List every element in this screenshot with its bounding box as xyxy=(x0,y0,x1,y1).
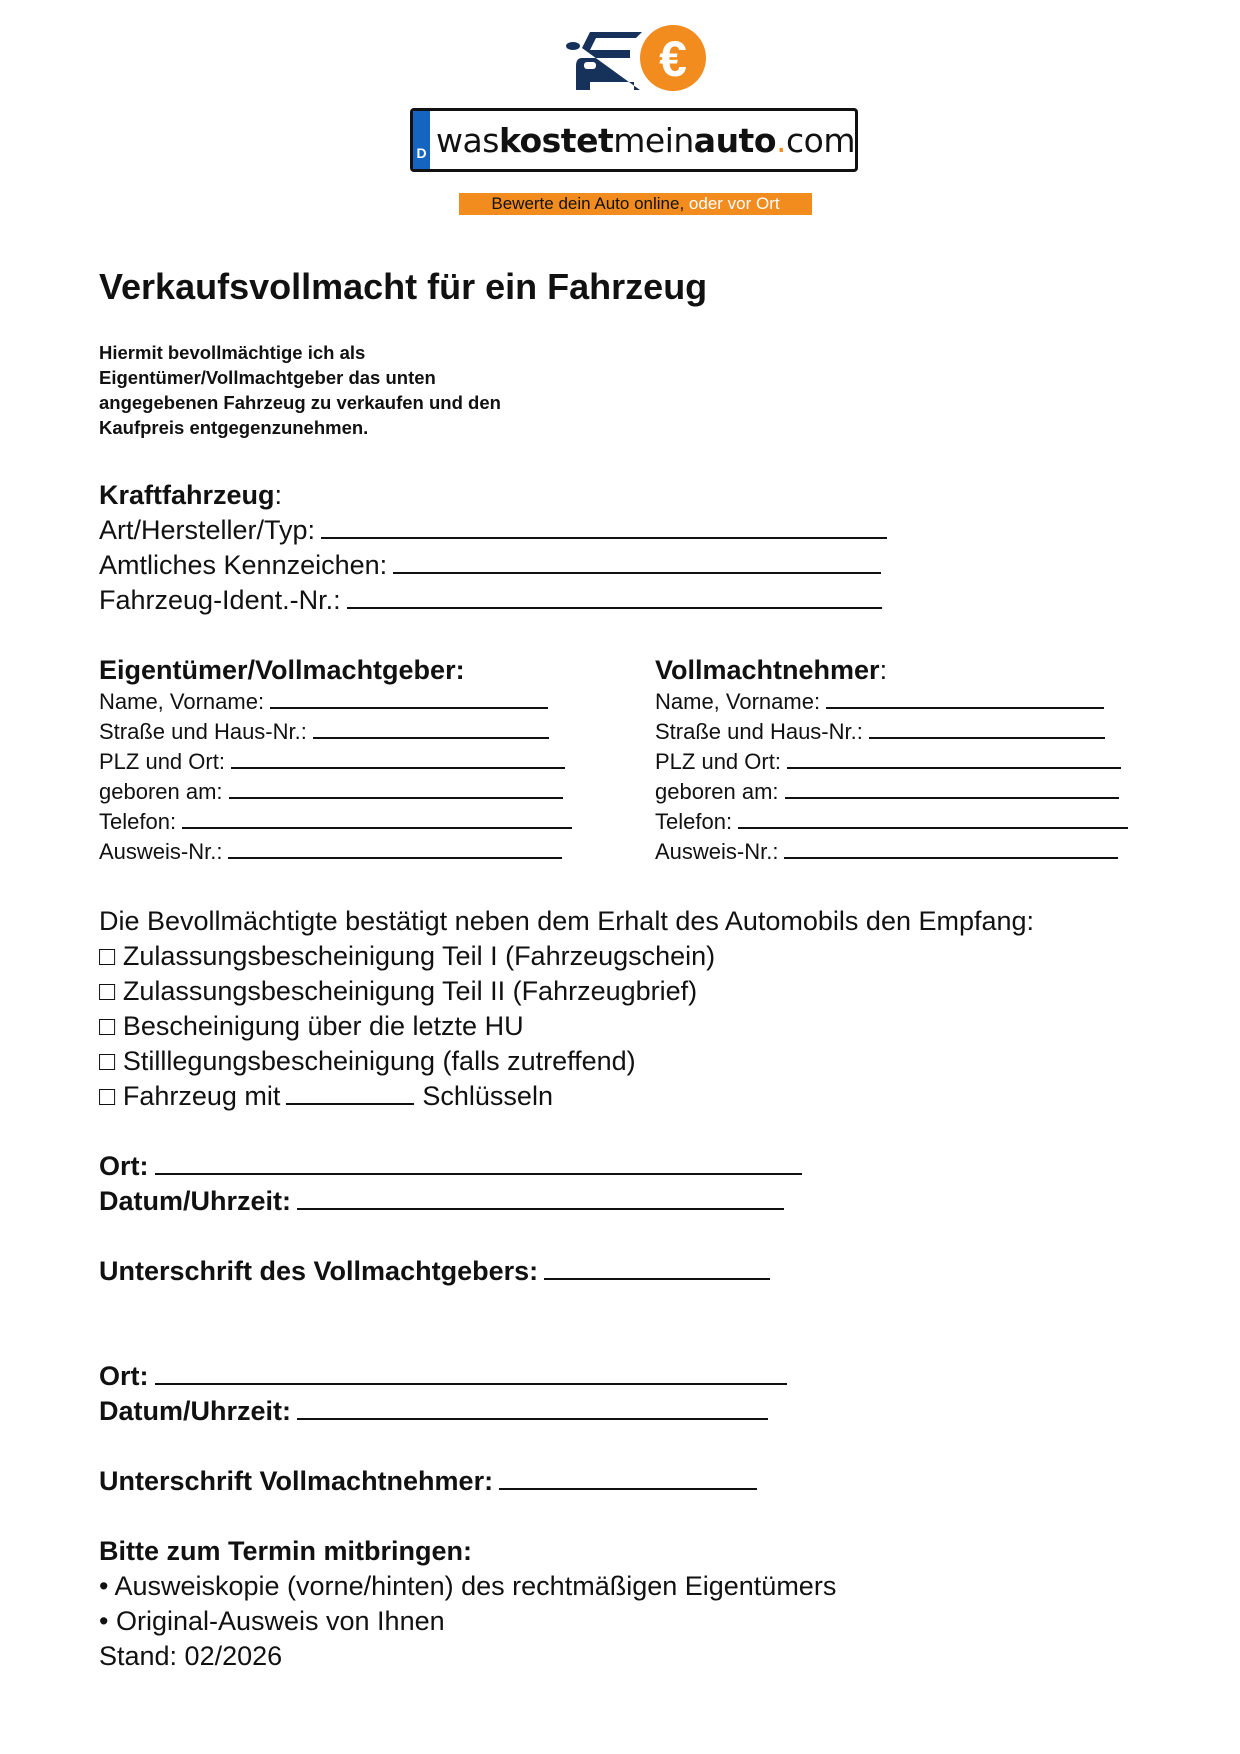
sign1-signature-field[interactable]: Unterschrift des Vollmachtgebers: xyxy=(99,1256,770,1287)
owner-phone-field[interactable]: Telefon: xyxy=(99,809,572,835)
checkbox-icon[interactable]: □ xyxy=(99,1011,116,1041)
svg-text:€: € xyxy=(659,31,687,87)
brand-name: waskostetmeinauto.com xyxy=(436,120,855,160)
plate-country: D xyxy=(413,111,430,169)
tagline: Bewerte dein Auto online, oder vor Ort xyxy=(459,193,812,215)
checkbox-item[interactable]: □ Zulassungsbescheinigung Teil II (Fahrzeugbrief) xyxy=(99,976,698,1006)
sign2-signature-field[interactable]: Unterschrift Vollmachtnehmer: xyxy=(99,1466,757,1497)
checkbox-icon[interactable]: □ xyxy=(99,976,116,1006)
agent-street-field[interactable]: Straße und Haus-Nr.: xyxy=(655,719,1105,745)
sign1-place-field[interactable]: Ort: xyxy=(99,1151,802,1182)
checkbox-item-keys[interactable]: □ Fahrzeug mit Schlüsseln xyxy=(99,1081,553,1111)
owner-heading: Eigentümer/Vollmachtgeber: xyxy=(99,655,465,685)
sign2-date-field[interactable]: Datum/Uhrzeit: xyxy=(99,1396,768,1427)
agent-city-field[interactable]: PLZ und Ort: xyxy=(655,749,1121,775)
checkbox-icon[interactable]: □ xyxy=(99,1046,116,1076)
brand-plate-logo xyxy=(410,108,858,172)
car-euro-logo-icon xyxy=(560,24,710,96)
agent-heading: Vollmachtnehmer: xyxy=(655,655,888,685)
checkbox-icon[interactable]: □ xyxy=(99,1081,116,1111)
page-title: Verkaufsvollmacht für ein Fahrzeug xyxy=(99,266,708,307)
vehicle-plate-field[interactable]: Amtliches Kennzeichen: xyxy=(99,550,881,581)
bring-item: • Ausweiskopie (vorne/hinten) des rechtmäßigen Eigentümers xyxy=(99,1571,837,1601)
owner-name-field[interactable]: Name, Vorname: xyxy=(99,689,548,715)
owner-street-field[interactable]: Straße und Haus-Nr.: xyxy=(99,719,549,745)
owner-city-field[interactable]: PLZ und Ort: xyxy=(99,749,565,775)
intro-text: Hiermit bevollmächtige ich als Eigentümer/Vollmachtgeber das unten angegebenen Fahrzeug zu verkaufen und den Kaufpreis entgegenzunehmen. xyxy=(99,342,501,438)
sign1-date-field[interactable]: Datum/Uhrzeit: xyxy=(99,1186,784,1217)
sign2-place-field[interactable]: Ort: xyxy=(99,1361,787,1392)
vehicle-vin-field[interactable]: Fahrzeug-Ident.-Nr.: xyxy=(99,585,882,616)
version-stamp: Stand: 02/2026 xyxy=(99,1641,283,1671)
checkbox-icon[interactable]: □ xyxy=(99,941,116,971)
vehicle-heading: Kraftfahrzeug: xyxy=(99,480,283,510)
agent-id-field[interactable]: Ausweis-Nr.: xyxy=(655,839,1118,865)
checkbox-item[interactable]: □ Stilllegungsbescheinigung (falls zutreffend) xyxy=(99,1046,636,1076)
bring-heading: Bitte zum Termin mitbringen: xyxy=(99,1536,473,1566)
agent-birth-field[interactable]: geboren am: xyxy=(655,779,1119,805)
agent-name-field[interactable]: Name, Vorname: xyxy=(655,689,1104,715)
checkbox-item[interactable]: □ Zulassungsbescheinigung Teil I (Fahrzeugschein) xyxy=(99,941,716,971)
owner-id-field[interactable]: Ausweis-Nr.: xyxy=(99,839,562,865)
checkbox-item[interactable]: □ Bescheinigung über die letzte HU xyxy=(99,1011,524,1041)
agent-phone-field[interactable]: Telefon: xyxy=(655,809,1128,835)
vehicle-type-field[interactable]: Art/Hersteller/Typ: xyxy=(99,515,887,546)
bring-item: • Original-Ausweis von Ihnen xyxy=(99,1606,445,1636)
confirm-text: Die Bevollmächtigte bestätigt neben dem Erhalt des Automobils den Empfang: xyxy=(99,906,1035,936)
owner-birth-field[interactable]: geboren am: xyxy=(99,779,563,805)
